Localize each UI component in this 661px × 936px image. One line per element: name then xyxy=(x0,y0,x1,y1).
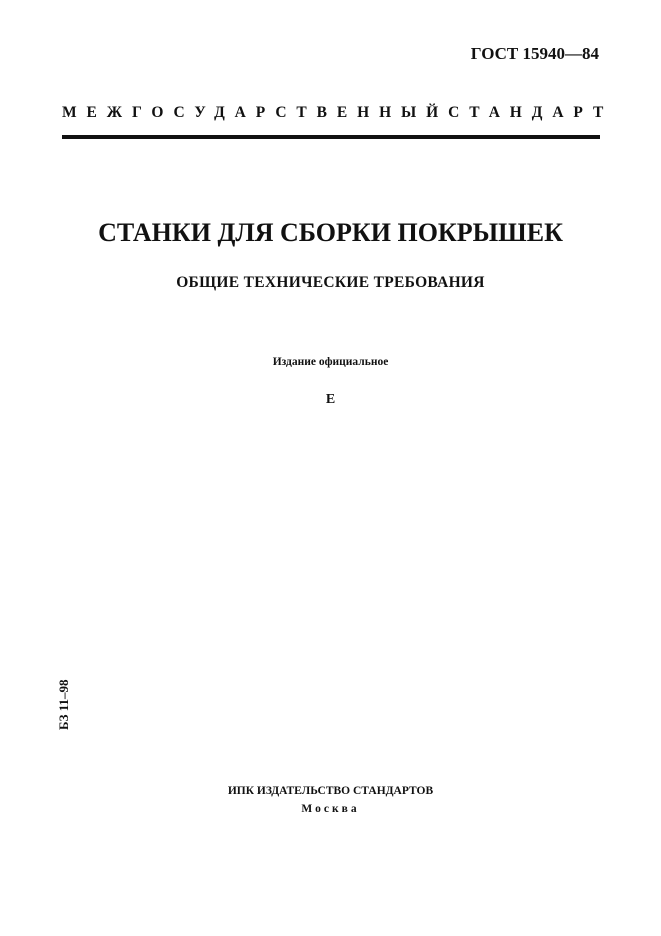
document-subtitle: ОБЩИЕ ТЕХНИЧЕСКИЕ ТРЕБОВАНИЯ xyxy=(176,274,485,291)
publisher-name: ИПК ИЗДАТЕЛЬСТВО СТАНДАРТОВ xyxy=(227,785,434,797)
publisher-city: Москва xyxy=(301,803,360,815)
banner-word-standard: СТАНДАРТ xyxy=(448,104,614,121)
header-rule xyxy=(62,135,600,139)
standard-banner xyxy=(62,104,614,122)
banner-word-interstate: МЕЖГОСУДАРСТВЕННЫЙ xyxy=(62,104,449,121)
document-title: СТАНКИ ДЛЯ СБОРКИ ПОКРЫШЕК xyxy=(98,218,563,247)
side-code: БЗ 11–98 xyxy=(56,679,71,730)
group-letter: Е xyxy=(325,392,336,407)
document-number: ГОСТ 15940—84 xyxy=(470,44,599,63)
edition-note: Издание официальное xyxy=(272,356,389,368)
